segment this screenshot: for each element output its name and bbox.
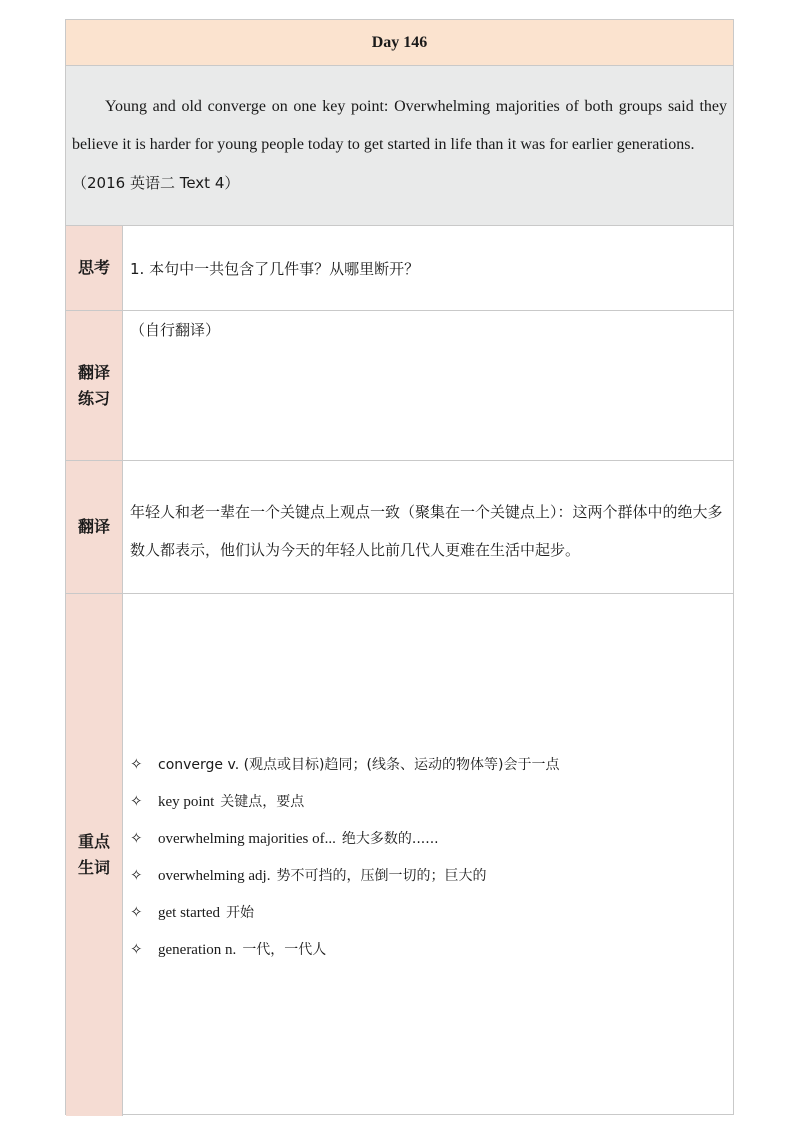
vocab-term: overwhelming majorities of... bbox=[158, 831, 336, 847]
vocab-label-line2: 生词 bbox=[77, 858, 110, 877]
translation-row bbox=[66, 461, 733, 594]
study-card bbox=[65, 19, 734, 1115]
vocab-item bbox=[130, 931, 565, 968]
vocab-row bbox=[66, 594, 733, 1116]
vocab-item bbox=[130, 857, 565, 894]
practice-label bbox=[66, 311, 123, 460]
vocab-def: 一代，一代人 bbox=[242, 942, 327, 958]
diamond-star-icon: ✧ bbox=[130, 866, 143, 884]
diamond-star-icon: ✧ bbox=[130, 940, 143, 958]
diamond-star-icon: ✧ bbox=[130, 755, 143, 773]
day-title: Day 146 bbox=[371, 33, 428, 51]
passage-text: Young and old converge on one key point: Overwhelming majorities of both groups said they believe it is harder for young people today to get started in life than it was for earlier generations. bbox=[72, 98, 727, 153]
practice-placeholder: （自行翻译） bbox=[130, 321, 221, 339]
vocab-def: 开始 bbox=[226, 905, 255, 921]
diamond-star-icon: ✧ bbox=[130, 829, 143, 847]
vocab-term: get started bbox=[158, 905, 221, 921]
vocab-def: 绝大多数的...... bbox=[341, 831, 439, 847]
vocab-term: key point bbox=[158, 794, 215, 810]
vocab-def: 关键点，要点 bbox=[220, 794, 305, 810]
vocab-item bbox=[130, 746, 565, 783]
vocab-label bbox=[66, 594, 123, 1116]
think-row bbox=[66, 226, 733, 311]
practice-label-line1: 翻译 bbox=[77, 362, 110, 382]
practice-label-line2: 练习 bbox=[77, 388, 110, 408]
vocab-list bbox=[130, 746, 565, 968]
diamond-star-icon: ✧ bbox=[130, 792, 143, 810]
vocab-def: 势不可挡的，压倒一切的；巨大的 bbox=[276, 868, 487, 884]
practice-area[interactable] bbox=[130, 311, 727, 460]
translation-text: 年轻人和老一辈在一个关键点上观点一致（聚集在一个关键点上）：这两个群体中的绝大多数人都表示，他们认为今天的年轻人比前几代人更难在生活中起步。 bbox=[130, 503, 723, 559]
vocab-term: overwhelming adj. bbox=[158, 868, 271, 884]
think-question bbox=[130, 226, 727, 310]
think-question-text: 1. 本句中一共包含了几件事？从哪里断开？ bbox=[130, 259, 420, 278]
translation-label: 翻译 bbox=[66, 461, 123, 593]
english-passage bbox=[66, 66, 733, 226]
practice-row bbox=[66, 311, 733, 461]
vocab-term: generation n. bbox=[158, 942, 237, 958]
vocab-label-line1: 重点 bbox=[77, 832, 110, 851]
diamond-star-icon: ✧ bbox=[130, 903, 143, 921]
vocab-term: converge v. (观点或目标)趋同；(线条、运动的物体等)会于一点 bbox=[158, 757, 560, 773]
vocab-item bbox=[130, 894, 565, 931]
vocab-item bbox=[130, 820, 565, 857]
translation-content bbox=[130, 461, 727, 593]
card-title bbox=[66, 20, 733, 66]
passage-source: （2016 英语二 Text 4） bbox=[72, 174, 240, 192]
vocab-item bbox=[130, 783, 565, 820]
think-label: 思考 bbox=[66, 226, 123, 310]
